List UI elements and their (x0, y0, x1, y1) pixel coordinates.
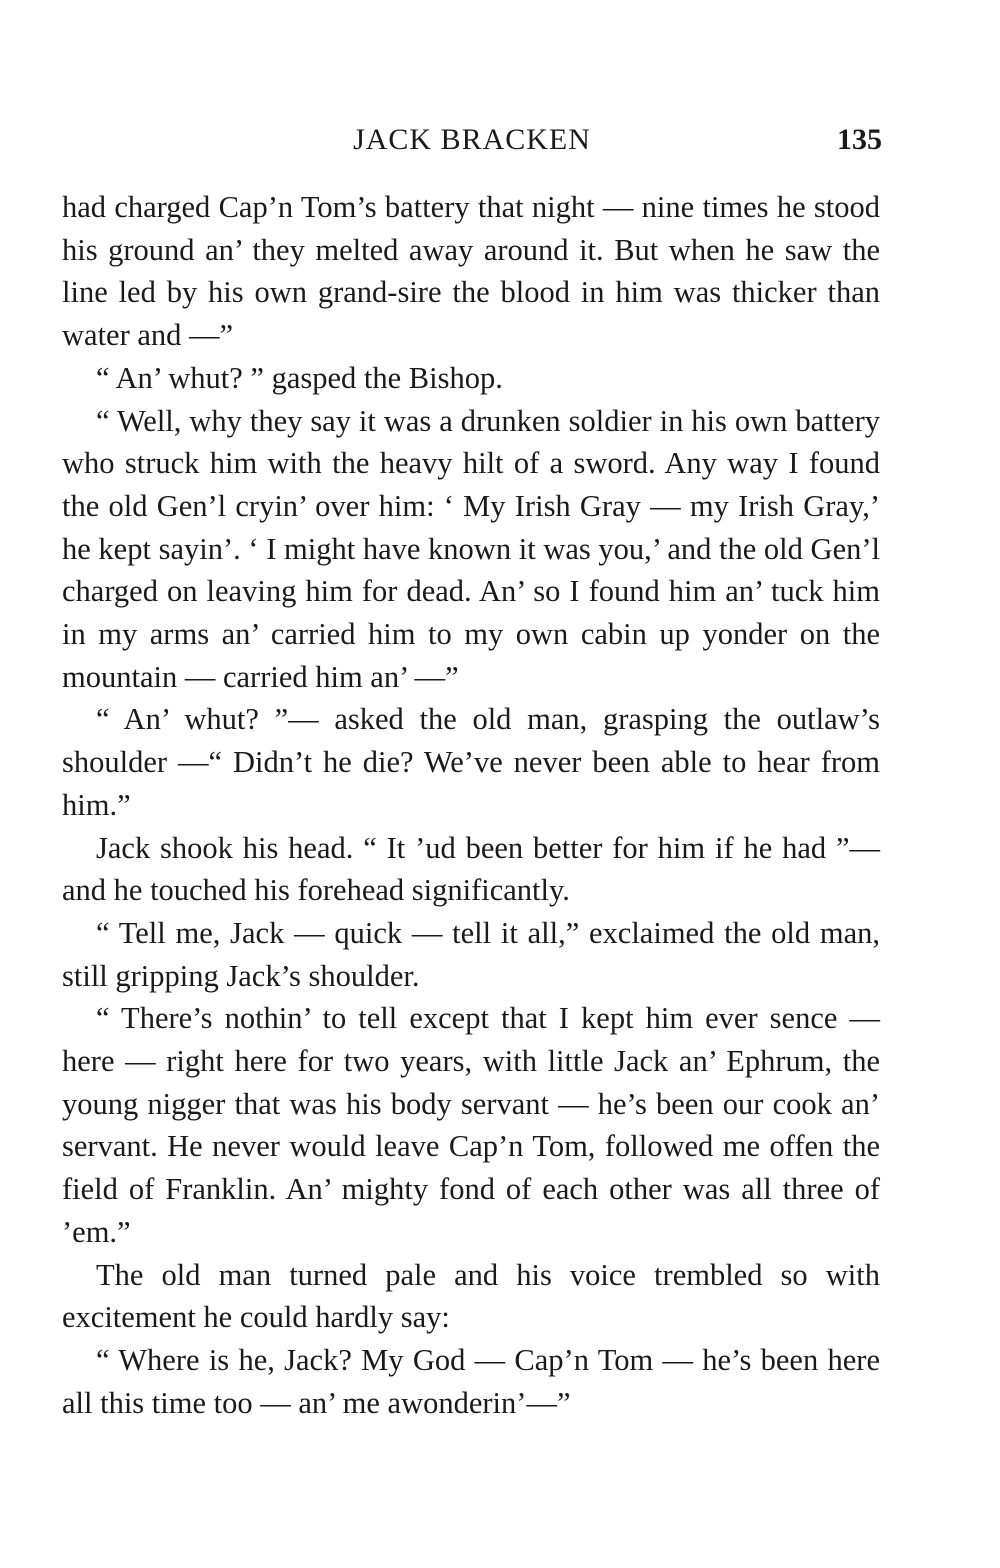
paragraph: “ An’ whut? ” gasped the Bishop. (96, 360, 503, 395)
paragraph: The old man turned pale and his voice trembled so with excitement he could hardly say: (62, 1257, 880, 1335)
page-header (62, 118, 882, 162)
paragraph: “ There’s nothin’ to tell except that I kept him ever sence — here — right here for two years, with little Jack an’ Ephrum, the young nigger that was his body servant — he’s been our cook an’ servant. He never would leave Cap’n Tom, followed me offen the field of Franklin. An’ mighty fond of each other was all three of ’em.” (62, 1001, 880, 1249)
paragraph: “ Tell me, Jack — quick — tell it all,” exclaimed the old man, still gripping Jack’s shoulder. (62, 915, 880, 993)
body-text (62, 186, 880, 1424)
paragraph-continuation: had charged Cap’n Tom’s battery that night — nine times he stood his ground an’ they melted away around it. But when he saw the line led by his own grand-sire the blood in him was thicker than water and —” (62, 190, 880, 353)
paragraph: “ Well, why they say it was a drunken soldier in his own battery who struck him with the heavy hilt of a sword. Any way I found the old Gen’l cryin’ over him: ‘ My Irish Gray — my Irish Gray,’ he kept sayin’. ‘ I might have known it was you,’ and the old Gen’l charged on leaving him for dead. An’ so I found him an’ tuck him in my arms an’ carried him to my own cabin up yonder on the mountain — carried him an’ —” (62, 403, 880, 694)
paragraph: Jack shook his head. “ It ’ud been better for him if he had ”— and he touched his forehead significantly. (62, 830, 880, 908)
paragraph: “ An’ whut? ”— asked the old man, grasping the outlaw’s shoulder —“ Didn’t he die? We’ve never been able to hear from him.” (62, 702, 880, 822)
page-number: 135 (837, 123, 882, 156)
paragraph: “ Where is he, Jack? My God — Cap’n Tom — he’s been here all this time too — an’ me awonderin’—” (62, 1342, 880, 1420)
running-title: JACK BRACKEN (353, 123, 591, 156)
